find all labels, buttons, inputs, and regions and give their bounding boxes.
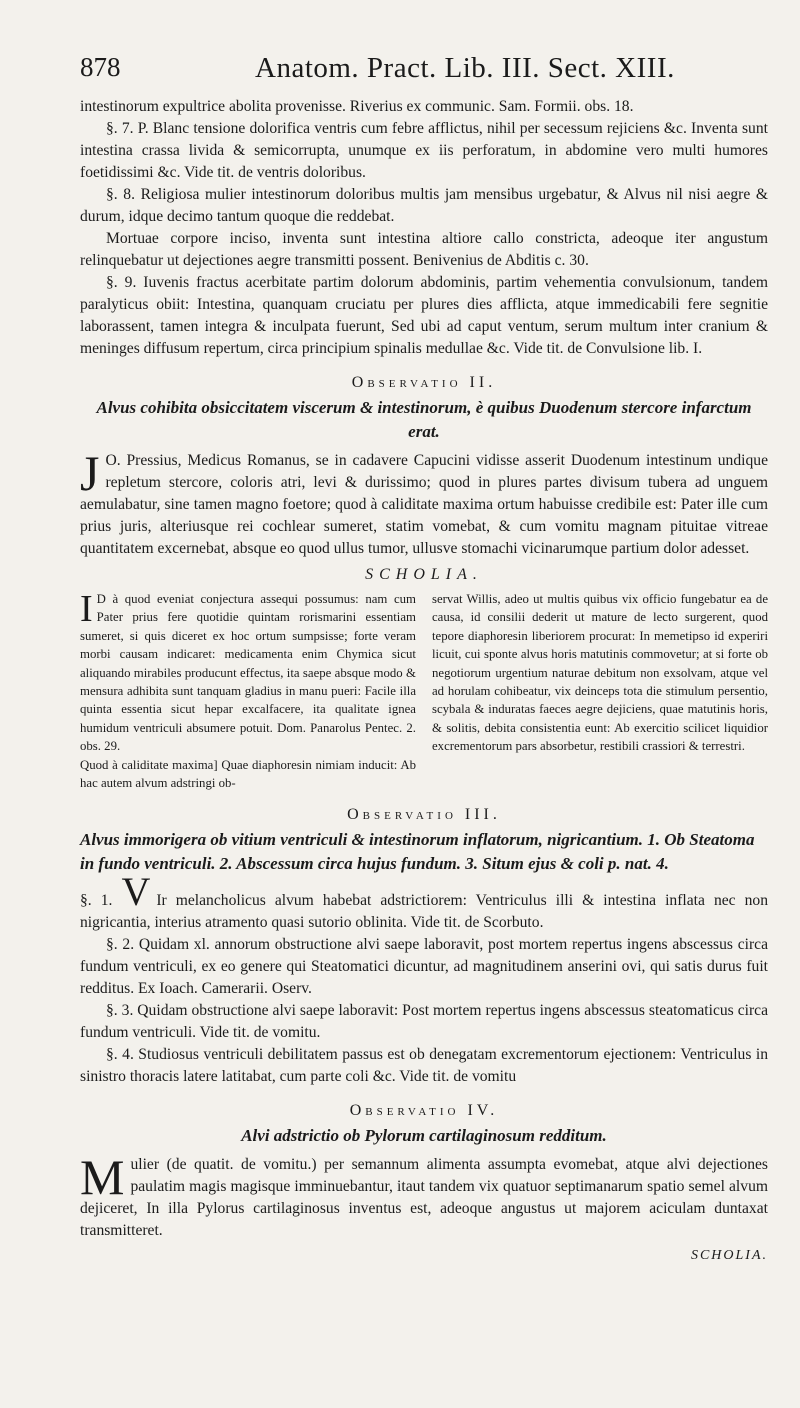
- page-number: 878: [80, 52, 121, 82]
- observatio-3-section-2: §. 2. Quidam xl. annorum obstructione alvi saepe laboravit, post mortem repertus ingens abscessus circa fundum ventriculi, ex eo genere qui Steatomatici dicuntur, ad magnitudinem anserini ovi, qui satis durus fuit redditus. Ex Ioach. Camerarii. Oserv.: [80, 936, 768, 998]
- section-8-continued: Mortuae corpore inciso, inventa sunt intestina altiore callo constricta, adeoque iter angustum relinquebatur ut dejectiones aegre transmitti possent. Benivenius de Abditis c. 30.: [80, 230, 768, 269]
- section-label: §. 1.: [80, 892, 113, 910]
- scholia-left-column: [80, 590, 416, 792]
- section-9: §. 9. Iuvenis fractus acerbitate partim dolorum abdominis, partim vehementia convulsionum, tandem paralyticus obiit: Intestina, quanquam cruciatu per plures dies afflicta, atque immedicabili fere segnitie laborassent, tamen integra & inculpata fuerunt, Sed ubi ad caput ventum, serum multum inter cranium & meninges diffusum repertum, circa principium spinalis medullae &c. Vide tit. de Convulsione lib. I.: [80, 274, 768, 357]
- observatio-4-title: Alvi adstrictio ob Pylorum cartilaginosum redditum.: [241, 1126, 607, 1146]
- dropcap: M: [80, 1149, 125, 1206]
- section-8: §. 8. Religiosa mulier intestinorum doloribus multis jam mensibus urgebatur, & Alvus nil nisi aegre & durum, idque decimo tantum quoque die reddebat.: [80, 186, 768, 225]
- observatio-2-body: [80, 445, 768, 560]
- observatio-3-heading: Observatio III.: [347, 806, 501, 824]
- observatio-2-text: O. Pressius, Medicus Romanus, se in cadavere Capucini vidisse asserit Duodenum intestinum undique repletum stercore, coloris atri, levi & durissimo; quod in plures partes divisum tubera ad unguem aemulabatur, sine tamen magno foetore; quod à caliditate maxima ortum habuisse credibile est: Pater ille cum prius juris, alteriusque rei cochlear sumeret, statim vomebat, & cum vomitu magnam pituitae vitreae quantitatem excernebat, absque eo quod ullus tumor, ullusve stomachi vicinarumque partium dolor adesset.: [80, 452, 768, 557]
- section-7: §. 7. P. Blanc tensione dolorifica ventris cum febre afflictus, nihil per secessum rejiciens &c. Inventa sunt intestina crassa livida & semicorrupta, unumque ex iis perforatum, in abdomine vero multi humores foetidissimi &c. Vide tit. de ventris doloribus.: [80, 120, 768, 181]
- dropcap: J: [80, 445, 100, 501]
- continuation-line: intestinorum expultrice abolita provenisse. Riverius ex communic. Sam. Formii. obs. 18.: [80, 98, 634, 115]
- scholia-right-column: [432, 590, 768, 792]
- scholia-dropcap: I: [80, 588, 93, 630]
- scholia-left-text: D à quod eveniat conjectura assequi possumus: nam cum Pater prius fere quotidie quintam rorismarini essentiam sumeret, si quis diceret ex hoc ortum sumpsisse; forte veram morbi causam indicaret: medicamenta enim Chymica sicut aliquando mirabiles producunt effectus, ita saepe absque modo & mensura adhibita sunt tanquam gladius in manu pueri: Facile illa quinta essentia sicut hepar excalfacere, ita qualitate ignea humidum ventriculi absumere potuit. Dom. Panarolus Pentec. 2. obs. 29.: [80, 592, 416, 754]
- observatio-3-section-4: §. 4. Studiosus ventriculi debilitatem passus est ob denegatam excrementorum ejectionem: Ventriculus in sinistro thoracis latere latitabat, cum parte coli &c. Vide tit. de vomitu: [80, 1046, 768, 1086]
- running-title: Anatom. Pract. Lib. III. Sect. XIII.: [255, 52, 675, 84]
- page-header: [80, 52, 780, 92]
- observatio-4-heading: Observatio IV.: [349, 1102, 499, 1120]
- observatio-3-title: Alvus immorigera ob vitium ventriculi & intestinorum inflatorum, nigricantium. 1. Ob Steatoma in fundo ventriculi. 2. Abscessum circa hujus fundum. 3. Situm ejus & coli p. nat. 4.: [80, 830, 755, 874]
- page-content: [80, 96, 768, 1264]
- scholia-columns: [80, 590, 768, 792]
- observatio-2-heading: Observatio II.: [351, 374, 497, 391]
- observatio-3-section-3: §. 3. Quidam obstructione alvi saepe laboravit: Post mortem repertus ingens abscessus steatomaticus circa fundum ventriculi. Vide tit. de vomitu.: [80, 1002, 768, 1042]
- observatio-4-text: ulier (de quatit. de vomitu.) per semannum alimenta assumpta evomebat, atque alvi dejectiones paulatim magis magisque imminuebantur, itaut tandem vix quatuor septimanarum spatio semel alvum dejiceret, In illa Pylorus cartilaginosus inventus est, adeoque angustus ut majorem aciculam duntaxat transmitteret.: [80, 1156, 768, 1240]
- scholia-heading: SCHOLIA.: [365, 566, 483, 583]
- observatio-4-body: [80, 1149, 768, 1242]
- scholia-right-text: servat Willis, adeo ut multis quibus vix officio fungebatur ea de causa, id consilii dederit ut mature de lecto surgerent, quod tepore diaphoresin liberiorem procurat: In memetipso id experiri licuit, cui sponte alvus horis matutinis commovetur; at si forte ob negotiorum urgentium naturae debitum non exsolvam, atque vel ad horulam cohibeatur, vix deinceps tota die stimulum persentio, scybala & induratas faeces aegre dejiciens, quae matutinis horis, & solitis, debita consistentia eunt: Ab exercitio scilicet liquidior excrementorum pars absorbetur, restibili crassiori & terrestri.: [432, 592, 768, 754]
- scholia-left-note: Quod à caliditate maxima] Quae diaphoresin nimiam inducit: Ab hac autem alvum adstringi ob-: [80, 757, 416, 791]
- dropcap: V: [121, 869, 151, 915]
- section-text: Ir melancholicus alvum habebat adstrictiorem: Ventriculus illi & intestina inflata nec non nigricantia, interius atramento quasi sutorio oblinita. Vide tit. de Scorbuto.: [80, 892, 768, 932]
- observatio-3-section-1: [80, 869, 768, 934]
- catchword: SCHOLIA.: [690, 1248, 768, 1264]
- observatio-2-title: Alvus cohibita obsiccitatem viscerum & intestinorum, è quibus Duodenum stercore infarctum erat.: [96, 398, 752, 441]
